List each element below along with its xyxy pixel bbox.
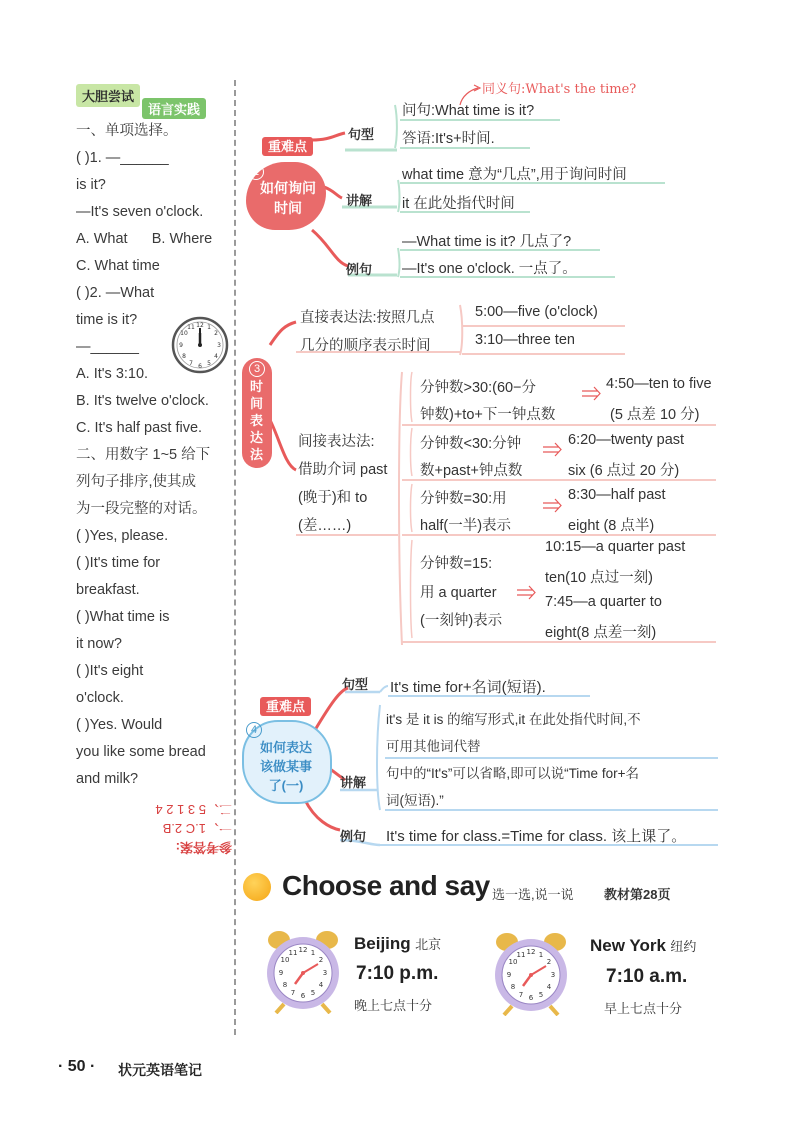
svg-text:12: 12 <box>298 946 308 954</box>
svg-text:4: 4 <box>214 353 218 360</box>
svg-text:11: 11 <box>187 324 195 331</box>
svg-text:12: 12 <box>196 322 204 329</box>
svg-text:8: 8 <box>282 981 288 989</box>
rule-example: 10:15—a quarter past <box>545 539 686 555</box>
section3-number: 3 <box>249 361 265 377</box>
svg-text:2: 2 <box>546 958 552 966</box>
svg-text:1: 1 <box>538 951 544 959</box>
exercise-line: 一、单项选择。 <box>76 123 178 139</box>
rule-text: half(一半)表示 <box>420 518 512 534</box>
exercise-line: 为一段完整的对话。 <box>76 501 207 517</box>
example-line: —It's one o'clock. 一点了。 <box>402 261 577 277</box>
exercise-line: —It's seven o'clock. <box>76 204 204 220</box>
svg-text:9: 9 <box>179 342 183 349</box>
svg-text:6: 6 <box>528 994 534 1002</box>
svg-text:3: 3 <box>550 971 556 979</box>
badge-subtitle: 语言实践 <box>142 98 206 119</box>
svg-text:10: 10 <box>280 956 290 964</box>
svg-text:2: 2 <box>214 330 218 337</box>
exercise-line: is it? <box>76 177 106 193</box>
section2-title: 如何询问时间 <box>260 180 316 216</box>
exercise-line: A. It's 3:10. <box>76 366 149 382</box>
exercise-line: 二、用数字 1~5 给下 <box>76 447 211 463</box>
svg-text:7: 7 <box>290 989 296 997</box>
svg-text:4: 4 <box>318 981 324 989</box>
indirect-method: (晚于)和 to <box>298 490 368 506</box>
explain-line: what time 意为“几点”,用于询问时间 <box>402 167 627 183</box>
answer-pattern: 答语:It's+时间. <box>402 131 495 147</box>
city-name-cn: 北京 <box>415 937 442 952</box>
exercise-line: ( )It's eight <box>76 663 144 679</box>
direct-method: 几分的顺序表示时间 <box>300 338 431 354</box>
rule-example: ten(10 点过一刻) <box>545 570 653 586</box>
exercise-line: o'clock. <box>76 690 124 706</box>
choose-subtitle: 选一选,说一说 <box>492 887 574 902</box>
city-name-cn: 纽约 <box>670 939 697 954</box>
section4-number: 4 <box>246 722 262 738</box>
rule-example: six (6 点过 20 分) <box>568 463 680 479</box>
example-line: —What time is it? 几点了? <box>402 234 572 250</box>
exercise-line: C. What time <box>76 258 160 274</box>
exercise-line: breakfast. <box>76 582 140 598</box>
svg-text:3: 3 <box>322 969 328 977</box>
rule-text: 钟数)+to+下一钟点数 <box>420 407 556 423</box>
svg-text:11: 11 <box>516 951 526 959</box>
section2-number: 2 <box>248 164 264 180</box>
rule-example: 7:45—a quarter to <box>545 594 662 610</box>
answer-line: 二、5 3 1 2 4 <box>155 802 232 817</box>
exercise-line: A. What B. Where <box>76 231 213 247</box>
section2-tag <box>262 136 313 156</box>
city-name: New York <box>590 936 666 955</box>
svg-text:5: 5 <box>538 991 544 999</box>
section4-title-line: 了(一) <box>268 778 304 793</box>
exercise-line: 列句子排序,使其成 <box>76 474 197 490</box>
svg-text:4: 4 <box>546 983 552 991</box>
section2-explain-label: 讲解 <box>346 193 373 208</box>
rule-example: (5 点差 10 分) <box>610 407 700 423</box>
section3-title: 时间表达法 <box>250 379 264 462</box>
svg-text:8: 8 <box>182 353 186 360</box>
exercise-line: and milk? <box>76 771 139 787</box>
exercise-line: —______ <box>76 339 139 355</box>
rule-text: 分钟数>30:(60−分 <box>420 380 537 396</box>
rule-example: eight (8 点半) <box>568 518 655 534</box>
pattern-line: It's time for+名词(短语). <box>390 679 546 696</box>
key-point-tag: 重难点 <box>262 137 313 156</box>
rule-example: 8:30—half past <box>568 487 666 503</box>
section4-title-line: 该做某事 <box>259 759 312 774</box>
rule-text: 用 a quarter <box>420 585 497 601</box>
exercise-line: C. It's half past five. <box>76 420 203 436</box>
indirect-method: 借助介词 past <box>298 462 388 478</box>
key-point-tag: 重难点 <box>260 697 311 716</box>
svg-text:9: 9 <box>506 971 512 979</box>
indirect-method: (差……) <box>298 518 352 534</box>
badge-title: 大胆尝试 <box>76 84 140 107</box>
svg-text:1: 1 <box>207 324 211 331</box>
answer-line: 一、1.C 2.B <box>162 821 232 836</box>
direct-example: 3:10—three ten <box>475 332 575 348</box>
example-line: It's time for class.=Time for class. 该上课了。 <box>386 828 687 845</box>
exercise-line: B. It's twelve o'clock. <box>76 393 209 409</box>
city-beijing <box>354 934 441 954</box>
section4-explain-label: 讲解 <box>340 775 367 790</box>
svg-text:1: 1 <box>310 949 316 957</box>
city-new-york <box>590 936 696 956</box>
svg-text:6: 6 <box>300 992 306 1000</box>
time-beijing: 7:10 p.m. <box>356 963 439 984</box>
alarm-clock-icon <box>490 930 572 1016</box>
rule-text: 分钟数=15: <box>420 556 493 572</box>
svg-text:10: 10 <box>508 958 518 966</box>
svg-text:8: 8 <box>510 983 516 991</box>
exercise-line: time is it? <box>76 312 138 328</box>
explain-line: 句中的“It's”可以省略,即可以说“Time for+名 <box>386 766 639 781</box>
svg-text:11: 11 <box>288 949 298 957</box>
rule-text: 数+past+钟点数 <box>420 463 523 479</box>
svg-text:3: 3 <box>217 342 221 349</box>
exercise-line: ( )What time is <box>76 609 170 625</box>
section2-example-label: 例句 <box>346 262 373 277</box>
section4-pattern-label: 句型 <box>342 677 369 692</box>
time-new-york: 7:10 a.m. <box>606 966 688 987</box>
question-pattern: 问句:What time is it? <box>402 103 535 119</box>
svg-text:10: 10 <box>180 330 188 337</box>
time-desc-new-york: 早上七点十分 <box>604 1001 683 1016</box>
direct-example: 5:00—five (o'clock) <box>475 304 598 320</box>
section4-title <box>250 738 322 795</box>
svg-text:7: 7 <box>189 360 193 367</box>
explain-line: 可用其他词代替 <box>386 739 481 754</box>
rule-text: (一刻钟)表示 <box>420 613 503 629</box>
book-title: 状元英语笔记 <box>118 1062 202 1078</box>
rule-example: 6:20—twenty past <box>568 432 685 448</box>
svg-text:2: 2 <box>318 956 324 964</box>
rule-example: eight(8 点差一刻) <box>545 625 657 641</box>
textbook-reference: 教材第28页 <box>604 887 671 902</box>
synonym-note: 同义句:What's the time? <box>482 82 637 97</box>
exercise-line: ( )2. —What <box>76 285 155 301</box>
section4-tag <box>260 696 311 716</box>
city-name: Beijing <box>354 934 411 953</box>
rule-text: 分钟数=30:用 <box>420 491 507 507</box>
direct-method: 直接表达法:按照几点 <box>300 310 435 326</box>
exercise-line: ( )1. —______ <box>76 150 169 166</box>
exercise-line: you like some bread <box>76 744 206 760</box>
alarm-clock-icon <box>262 928 344 1014</box>
svg-text:5: 5 <box>207 360 211 367</box>
rule-text: 分钟数<30:分钟 <box>420 436 522 452</box>
choose-title: Choose and say <box>282 870 490 901</box>
svg-text:12: 12 <box>526 948 536 956</box>
svg-text:5: 5 <box>310 989 316 997</box>
indirect-method: 间接表达法: <box>298 434 375 450</box>
exercise-line: it now? <box>76 636 122 652</box>
exercise-line: ( )Yes. Would <box>76 717 163 733</box>
page-number: · 50 · <box>58 1058 96 1075</box>
orange-dot-icon <box>243 873 271 901</box>
explain-line: 词(短语).” <box>386 793 444 808</box>
section4-title-line: 如何表达 <box>259 740 312 755</box>
svg-text:9: 9 <box>278 969 284 977</box>
exercise-line: ( )It's time for <box>76 555 161 571</box>
answer-title: 参考答案: <box>175 840 232 855</box>
exercise-line: ( )Yes, please. <box>76 528 169 544</box>
section2-pattern-label: 句型 <box>348 127 375 142</box>
svg-text:6: 6 <box>198 363 202 370</box>
svg-text:7: 7 <box>518 991 524 999</box>
explain-line: it's 是 it is 的缩写形式,it 在此处指代时间,不 <box>386 712 641 727</box>
section4-example-label: 例句 <box>340 829 367 844</box>
explain-line: it 在此处指代时间 <box>402 196 515 212</box>
time-desc-beijing: 晚上七点十分 <box>354 998 433 1013</box>
rule-example: 4:50—ten to five <box>606 376 712 392</box>
